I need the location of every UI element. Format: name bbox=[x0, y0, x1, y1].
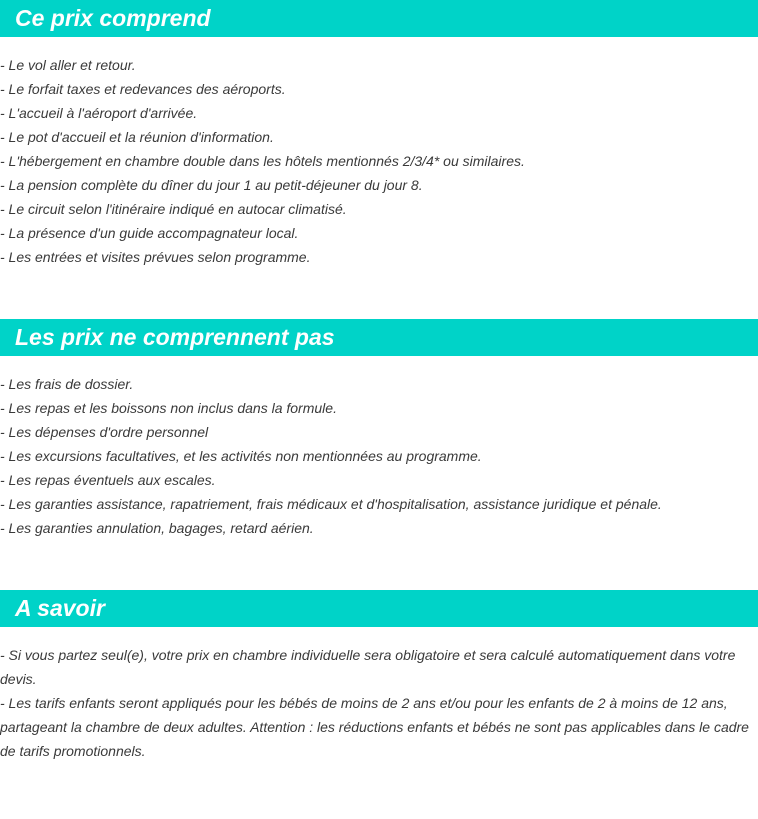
list-item: - Les repas éventuels aux escales. bbox=[0, 472, 216, 488]
note-paragraph: - Les tarifs enfants seront appliqués pour les bébés de moins de 2 ans et/ou pour les enfants de 2 à moins de 12 ans, partageant la chambre de deux adultes. Attention : les réductions enfants et bébés ne sont pas applicables dans le cadre de tarifs promotionnels. bbox=[0, 695, 749, 759]
excluded-items-list bbox=[0, 372, 758, 540]
list-item: - L'accueil à l'aéroport d'arrivée. bbox=[0, 105, 198, 121]
list-item: - Les repas et les boissons non inclus dans la formule. bbox=[0, 400, 337, 416]
list-item: - La présence d'un guide accompagnateur local. bbox=[0, 225, 299, 241]
list-item: - Les dépenses d'ordre personnel bbox=[0, 424, 209, 440]
list-item: - Les garanties assistance, rapatriement, frais médicaux et d'hospitalisation, assistance juridique et pénale. bbox=[0, 496, 662, 512]
list-item: - Les garanties annulation, bagages, retard aérien. bbox=[0, 520, 314, 536]
notes-list bbox=[0, 643, 752, 763]
list-item: - Le forfait taxes et redevances des aéroports. bbox=[0, 81, 286, 97]
section-title-a-savoir: A savoir bbox=[0, 590, 758, 627]
list-item: - Les excursions facultatives, et les activités non mentionnées au programme. bbox=[0, 448, 482, 464]
list-item: - Le circuit selon l'itinéraire indiqué en autocar climatisé. bbox=[0, 201, 347, 217]
list-item: - La pension complète du dîner du jour 1 au petit-déjeuner du jour 8. bbox=[0, 177, 423, 193]
list-item: - Le vol aller et retour. bbox=[0, 57, 136, 73]
section-title-les-prix-ne-comprennent-pas: Les prix ne comprennent pas bbox=[0, 319, 758, 356]
list-item: - Les frais de dossier. bbox=[0, 376, 134, 392]
included-items-list bbox=[0, 53, 758, 269]
note-paragraph: - Si vous partez seul(e), votre prix en chambre individuelle sera obligatoire et sera calculé automatiquement dans votre devis. bbox=[0, 647, 736, 687]
list-item: - L'hébergement en chambre double dans les hôtels mentionnés 2/3/4* ou similaires. bbox=[0, 153, 525, 169]
list-item: - Les entrées et visites prévues selon programme. bbox=[0, 249, 311, 265]
list-item: - Le pot d'accueil et la réunion d'information. bbox=[0, 129, 274, 145]
section-title-ce-prix-comprend: Ce prix comprend bbox=[0, 0, 758, 37]
